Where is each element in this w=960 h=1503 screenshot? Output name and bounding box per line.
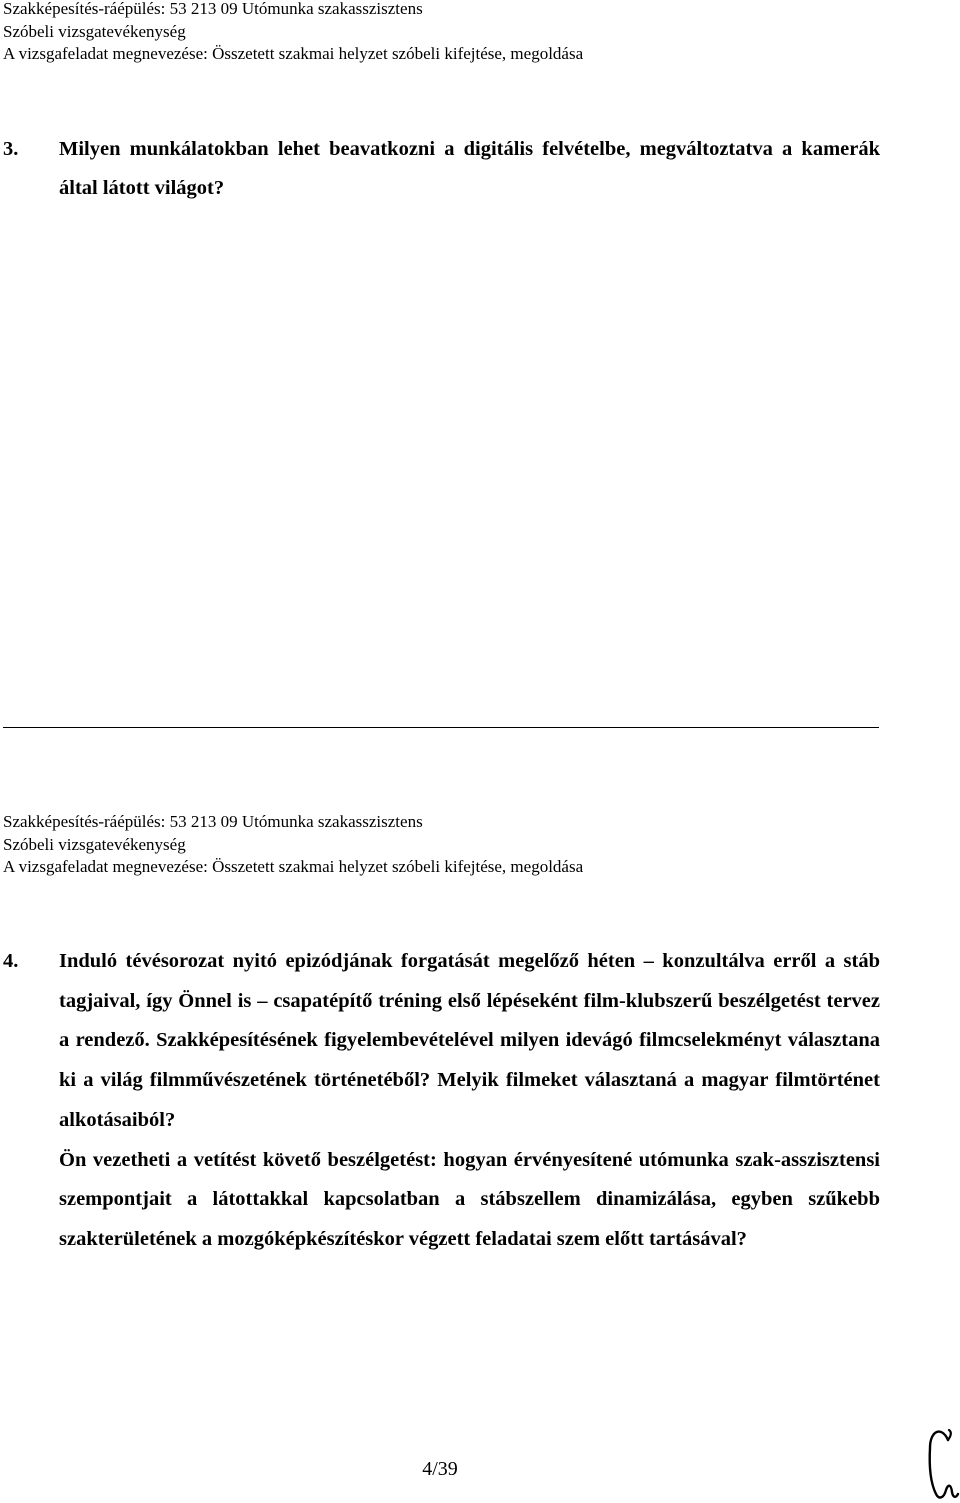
header-task-name: A vizsgafeladat megnevezése: Összetett szakmai helyzet szóbeli kifejtése, megoldása (3, 44, 584, 63)
handwritten-signature (918, 1420, 960, 1502)
header-qualification: Szakképesítés-ráépülés: 53 213 09 Utómunka szakasszisztens (3, 0, 423, 18)
question-4-paragraph-2: Ön vezetheti a vetítést követő beszélgetést: hogyan érvényesítené utómunka szak-asszisztensi szempontjait a látottakkal kapcsolatban a stábszellem dinamizálása, egyben szűkebb szakterületének a mozgóképkészítéskor végzett feladatai szem előtt tartásával? (59, 1148, 880, 1250)
question-4 (3, 942, 880, 1260)
page-header-top (3, 0, 583, 66)
page-number: 4/39 (422, 1458, 458, 1480)
question-4-body (59, 942, 880, 1260)
page-header-bottom (3, 811, 583, 879)
header-qualification: Szakképesítés-ráépülés: 53 213 09 Utómunka szakasszisztens (3, 812, 423, 831)
question-4-paragraph-1: Induló tévésorozat nyitó epizódjának forgatását megelőző héten – konzultálva erről a stáb tagjaival, így Önnel is – csapatépítő tréning első lépéseként film-klubszerű beszélgetést tervez a rendező. Szakképesítésének figyelembevételével milyen idevágó filmcselekményt választana ki a világ filmművészetének történetéből? Melyik filmeket választaná a magyar filmtörténet alkotásaiból? (59, 950, 880, 1131)
header-activity: Szóbeli vizsgatevékenység (3, 834, 186, 854)
page-divider (3, 727, 879, 728)
question-3-text: Milyen munkálatokban lehet beavatkozni a digitális felvételbe, megváltoztatva a kamerák által látott világot? (59, 138, 880, 199)
question-3-number: 3. (3, 138, 19, 160)
question-4-number: 4. (3, 950, 19, 972)
header-activity: Szóbeli vizsgatevékenység (3, 21, 186, 41)
question-3 (3, 130, 880, 208)
header-task-name: A vizsgafeladat megnevezése: Összetett szakmai helyzet szóbeli kifejtése, megoldása (3, 857, 584, 876)
